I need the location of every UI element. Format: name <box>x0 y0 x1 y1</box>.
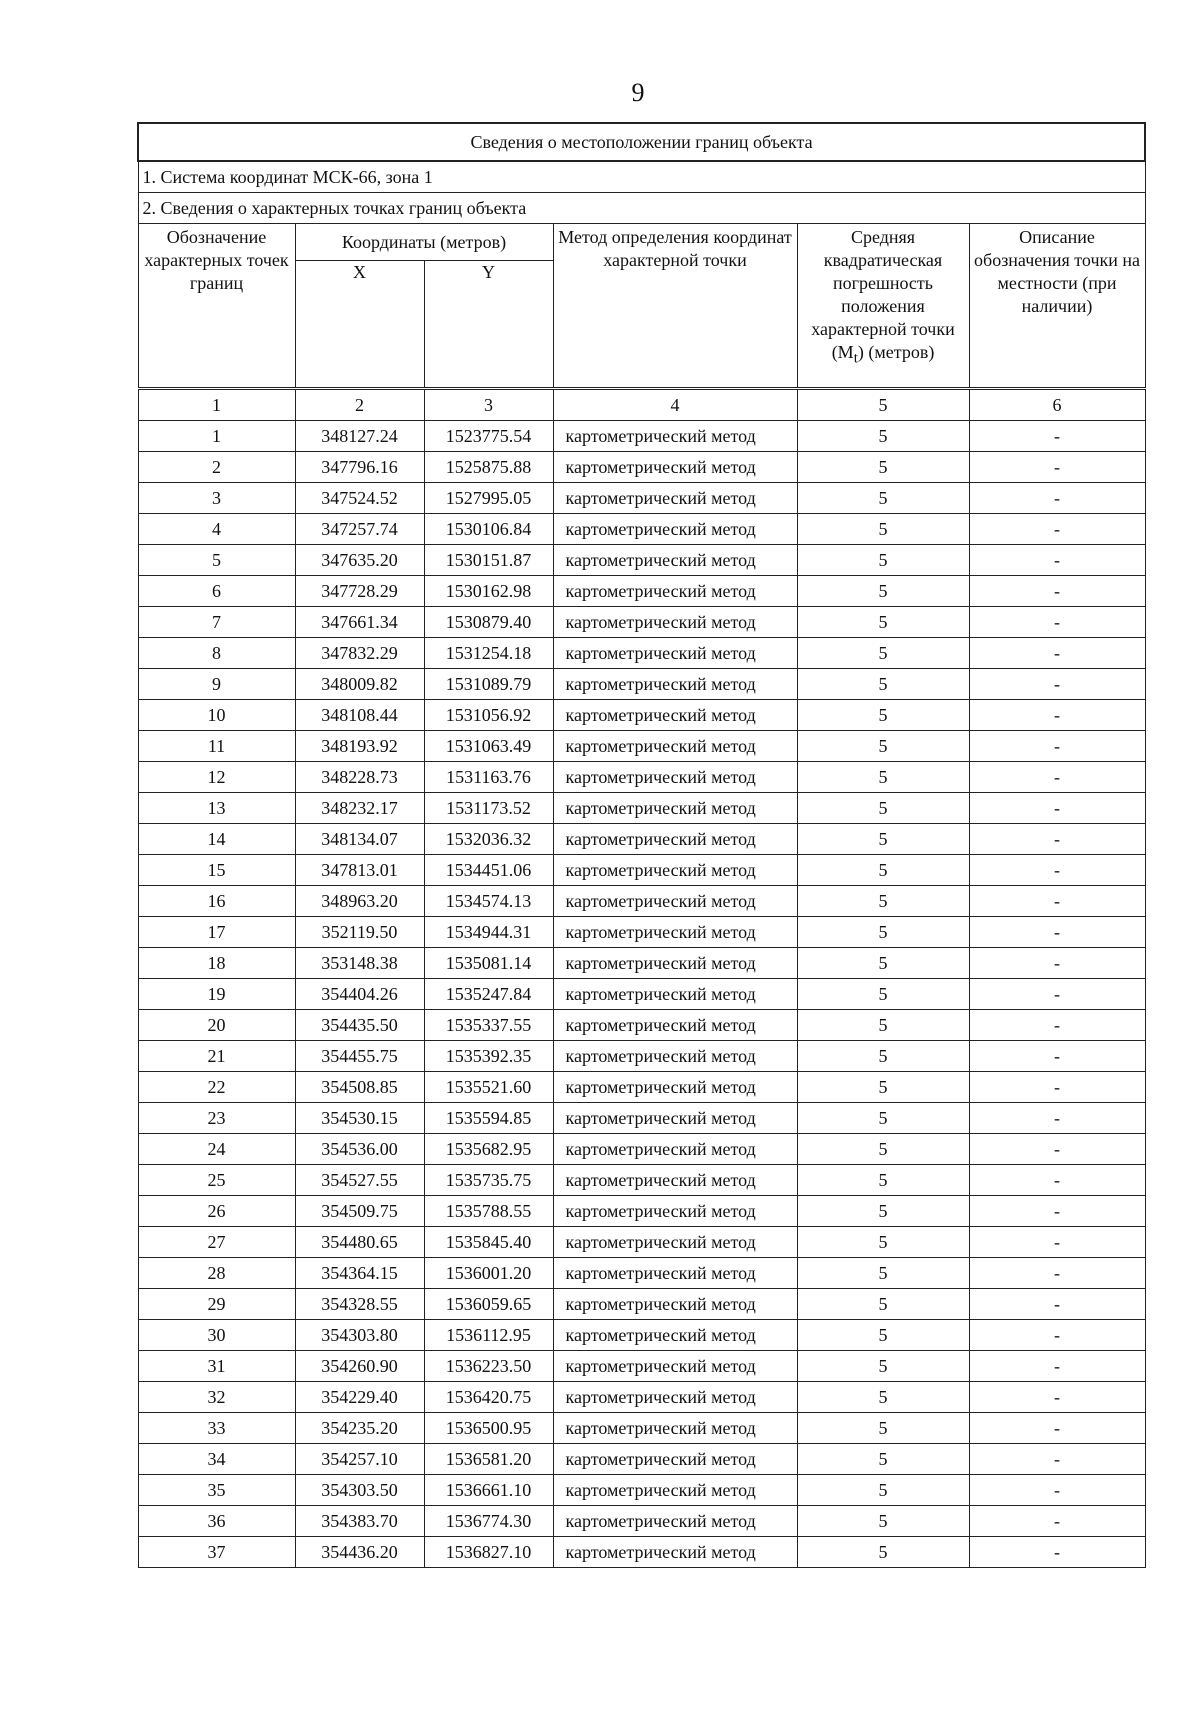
description-cell: - <box>969 452 1145 483</box>
table-row <box>138 793 1145 824</box>
error-cell: 5 <box>797 1289 969 1320</box>
table-row <box>138 1041 1145 1072</box>
method-cell: картометрический метод <box>553 1475 797 1506</box>
x-coordinate-cell: 348134.07 <box>295 824 424 855</box>
x-coordinate-cell: 354229.40 <box>295 1382 424 1413</box>
header-method: Метод определения координат характерной точки <box>553 224 797 389</box>
x-coordinate-cell: 354508.85 <box>295 1072 424 1103</box>
points-section-title: 2. Сведения о характерных точках границ объекта <box>138 193 1145 224</box>
description-cell: - <box>969 1072 1145 1103</box>
y-coordinate-cell: 1535594.85 <box>424 1103 553 1134</box>
table-row <box>138 700 1145 731</box>
error-cell: 5 <box>797 1475 969 1506</box>
y-coordinate-cell: 1531089.79 <box>424 669 553 700</box>
table-row <box>138 452 1145 483</box>
x-coordinate-cell: 347728.29 <box>295 576 424 607</box>
description-cell: - <box>969 1382 1145 1413</box>
method-cell: картометрический метод <box>553 545 797 576</box>
method-cell: картометрический метод <box>553 731 797 762</box>
y-coordinate-cell: 1531056.92 <box>424 700 553 731</box>
column-number: 2 <box>295 389 424 421</box>
description-cell: - <box>969 948 1145 979</box>
column-number: 5 <box>797 389 969 421</box>
description-cell: - <box>969 1041 1145 1072</box>
table-row <box>138 917 1145 948</box>
method-cell: картометрический метод <box>553 762 797 793</box>
table-row <box>138 1537 1145 1568</box>
x-coordinate-cell: 347661.34 <box>295 607 424 638</box>
description-cell: - <box>969 731 1145 762</box>
point-number-cell: 11 <box>138 731 295 762</box>
method-cell: картометрический метод <box>553 1134 797 1165</box>
y-coordinate-cell: 1525875.88 <box>424 452 553 483</box>
description-cell: - <box>969 669 1145 700</box>
y-coordinate-cell: 1536001.20 <box>424 1258 553 1289</box>
y-coordinate-cell: 1535247.84 <box>424 979 553 1010</box>
x-coordinate-cell: 348963.20 <box>295 886 424 917</box>
header-designation: Обозначение характерных точек границ <box>138 224 295 389</box>
method-cell: картометрический метод <box>553 886 797 917</box>
x-coordinate-cell: 353148.38 <box>295 948 424 979</box>
y-coordinate-cell: 1523775.54 <box>424 421 553 452</box>
method-cell: картометрический метод <box>553 1506 797 1537</box>
method-cell: картометрический метод <box>553 1351 797 1382</box>
error-cell: 5 <box>797 979 969 1010</box>
y-coordinate-cell: 1535081.14 <box>424 948 553 979</box>
error-cell: 5 <box>797 1196 969 1227</box>
description-cell: - <box>969 762 1145 793</box>
error-cell: 5 <box>797 514 969 545</box>
method-cell: картометрический метод <box>553 452 797 483</box>
table-row <box>138 979 1145 1010</box>
method-cell: картометрический метод <box>553 1537 797 1568</box>
x-coordinate-cell: 354436.20 <box>295 1537 424 1568</box>
error-cell: 5 <box>797 1413 969 1444</box>
point-number-cell: 4 <box>138 514 295 545</box>
description-cell: - <box>969 1444 1145 1475</box>
point-number-cell: 5 <box>138 545 295 576</box>
x-coordinate-cell: 354364.15 <box>295 1258 424 1289</box>
description-cell: - <box>969 1134 1145 1165</box>
x-coordinate-cell: 354435.50 <box>295 1010 424 1041</box>
error-cell: 5 <box>797 607 969 638</box>
point-number-cell: 23 <box>138 1103 295 1134</box>
y-coordinate-cell: 1531173.52 <box>424 793 553 824</box>
method-cell: картометрический метод <box>553 1165 797 1196</box>
method-cell: картометрический метод <box>553 1320 797 1351</box>
description-cell: - <box>969 793 1145 824</box>
point-number-cell: 10 <box>138 700 295 731</box>
x-coordinate-cell: 347257.74 <box>295 514 424 545</box>
error-cell: 5 <box>797 1506 969 1537</box>
error-cell: 5 <box>797 731 969 762</box>
header-error-tail: ) (метров) <box>857 342 935 362</box>
point-number-cell: 28 <box>138 1258 295 1289</box>
header-error-text: Средняя квадратическая погрешность положения характерной точки (M <box>811 227 955 362</box>
y-coordinate-cell: 1536774.30 <box>424 1506 553 1537</box>
error-cell: 5 <box>797 1165 969 1196</box>
method-cell: картометрический метод <box>553 1413 797 1444</box>
point-number-cell: 36 <box>138 1506 295 1537</box>
y-coordinate-cell: 1534574.13 <box>424 886 553 917</box>
x-coordinate-cell: 348108.44 <box>295 700 424 731</box>
table-row <box>138 1072 1145 1103</box>
table-row <box>138 576 1145 607</box>
error-cell: 5 <box>797 1351 969 1382</box>
table-row <box>138 855 1145 886</box>
point-number-cell: 14 <box>138 824 295 855</box>
description-cell: - <box>969 1506 1145 1537</box>
description-cell: - <box>969 1010 1145 1041</box>
y-coordinate-cell: 1536581.20 <box>424 1444 553 1475</box>
description-cell: - <box>969 421 1145 452</box>
point-number-cell: 7 <box>138 607 295 638</box>
method-cell: картометрический метод <box>553 421 797 452</box>
description-cell: - <box>969 483 1145 514</box>
point-number-cell: 12 <box>138 762 295 793</box>
error-cell: 5 <box>797 1537 969 1568</box>
y-coordinate-cell: 1535682.95 <box>424 1134 553 1165</box>
table-row <box>138 514 1145 545</box>
table-row <box>138 1196 1145 1227</box>
header-description: Описание обозначения точки на местности (при наличии) <box>969 224 1145 389</box>
x-coordinate-cell: 348193.92 <box>295 731 424 762</box>
x-coordinate-cell: 354404.26 <box>295 979 424 1010</box>
description-cell: - <box>969 1537 1145 1568</box>
header-coordinates: Координаты (метров) <box>295 224 553 261</box>
description-cell: - <box>969 979 1145 1010</box>
method-cell: картометрический метод <box>553 1072 797 1103</box>
point-number-cell: 22 <box>138 1072 295 1103</box>
x-coordinate-cell: 348009.82 <box>295 669 424 700</box>
description-cell: - <box>969 1196 1145 1227</box>
y-coordinate-cell: 1530879.40 <box>424 607 553 638</box>
description-cell: - <box>969 917 1145 948</box>
header-error <box>797 224 969 389</box>
y-coordinate-cell: 1535521.60 <box>424 1072 553 1103</box>
description-cell: - <box>969 700 1145 731</box>
x-coordinate-cell: 348228.73 <box>295 762 424 793</box>
table-row <box>138 1010 1145 1041</box>
point-number-cell: 37 <box>138 1537 295 1568</box>
description-cell: - <box>969 1413 1145 1444</box>
y-coordinate-cell: 1535845.40 <box>424 1227 553 1258</box>
table-title: Сведения о местоположении границ объекта <box>138 123 1145 161</box>
description-cell: - <box>969 1103 1145 1134</box>
error-cell: 5 <box>797 1072 969 1103</box>
x-coordinate-cell: 348232.17 <box>295 793 424 824</box>
x-coordinate-cell: 354257.10 <box>295 1444 424 1475</box>
y-coordinate-cell: 1530162.98 <box>424 576 553 607</box>
error-cell: 5 <box>797 886 969 917</box>
y-coordinate-cell: 1536420.75 <box>424 1382 553 1413</box>
y-coordinate-cell: 1530106.84 <box>424 514 553 545</box>
point-number-cell: 24 <box>138 1134 295 1165</box>
error-cell: 5 <box>797 700 969 731</box>
method-cell: картометрический метод <box>553 1041 797 1072</box>
y-coordinate-cell: 1534944.31 <box>424 917 553 948</box>
table-row <box>138 669 1145 700</box>
method-cell: картометрический метод <box>553 1289 797 1320</box>
description-cell: - <box>969 1289 1145 1320</box>
method-cell: картометрический метод <box>553 979 797 1010</box>
table-row <box>138 886 1145 917</box>
point-number-cell: 15 <box>138 855 295 886</box>
description-cell: - <box>969 855 1145 886</box>
method-cell: картометрический метод <box>553 1103 797 1134</box>
table-row <box>138 731 1145 762</box>
coordinate-system: 1. Система координат МСК-66, зона 1 <box>138 161 1145 193</box>
x-coordinate-cell: 354509.75 <box>295 1196 424 1227</box>
table-row <box>138 1289 1145 1320</box>
y-coordinate-cell: 1536661.10 <box>424 1475 553 1506</box>
error-cell: 5 <box>797 762 969 793</box>
y-coordinate-cell: 1535788.55 <box>424 1196 553 1227</box>
point-number-cell: 35 <box>138 1475 295 1506</box>
table-row <box>138 1134 1145 1165</box>
y-coordinate-cell: 1535337.55 <box>424 1010 553 1041</box>
y-coordinate-cell: 1536827.10 <box>424 1537 553 1568</box>
error-cell: 5 <box>797 1382 969 1413</box>
method-cell: картометрический метод <box>553 793 797 824</box>
error-cell: 5 <box>797 855 969 886</box>
x-coordinate-cell: 352119.50 <box>295 917 424 948</box>
error-cell: 5 <box>797 917 969 948</box>
x-coordinate-cell: 354235.20 <box>295 1413 424 1444</box>
header-error-subscript: t <box>853 350 858 367</box>
error-cell: 5 <box>797 638 969 669</box>
table-row <box>138 824 1145 855</box>
description-cell: - <box>969 1351 1145 1382</box>
point-number-cell: 3 <box>138 483 295 514</box>
method-cell: картометрический метод <box>553 824 797 855</box>
error-cell: 5 <box>797 948 969 979</box>
point-number-cell: 25 <box>138 1165 295 1196</box>
table-row <box>138 1227 1145 1258</box>
page-number: 9 <box>631 78 645 107</box>
point-number-cell: 27 <box>138 1227 295 1258</box>
x-coordinate-cell: 354530.15 <box>295 1103 424 1134</box>
method-cell: картометрический метод <box>553 1227 797 1258</box>
method-cell: картометрический метод <box>553 917 797 948</box>
column-number: 6 <box>969 389 1145 421</box>
method-cell: картометрический метод <box>553 607 797 638</box>
y-coordinate-cell: 1527995.05 <box>424 483 553 514</box>
error-cell: 5 <box>797 1134 969 1165</box>
error-cell: 5 <box>797 1227 969 1258</box>
description-cell: - <box>969 576 1145 607</box>
point-number-cell: 30 <box>138 1320 295 1351</box>
error-cell: 5 <box>797 452 969 483</box>
method-cell: картометрический метод <box>553 855 797 886</box>
description-cell: - <box>969 1475 1145 1506</box>
table-row <box>138 545 1145 576</box>
y-coordinate-cell: 1536059.65 <box>424 1289 553 1320</box>
error-cell: 5 <box>797 793 969 824</box>
column-number: 1 <box>138 389 295 421</box>
error-cell: 5 <box>797 1444 969 1475</box>
x-coordinate-cell: 354536.00 <box>295 1134 424 1165</box>
method-cell: картометрический метод <box>553 948 797 979</box>
x-coordinate-cell: 347524.52 <box>295 483 424 514</box>
method-cell: картометрический метод <box>553 669 797 700</box>
description-cell: - <box>969 1258 1145 1289</box>
table-row <box>138 421 1145 452</box>
point-number-cell: 20 <box>138 1010 295 1041</box>
y-coordinate-cell: 1535392.35 <box>424 1041 553 1072</box>
x-coordinate-cell: 348127.24 <box>295 421 424 452</box>
table-row <box>138 948 1145 979</box>
y-coordinate-cell: 1531254.18 <box>424 638 553 669</box>
point-number-cell: 9 <box>138 669 295 700</box>
x-coordinate-cell: 354480.65 <box>295 1227 424 1258</box>
method-cell: картометрический метод <box>553 1196 797 1227</box>
point-number-cell: 17 <box>138 917 295 948</box>
y-coordinate-cell: 1530151.87 <box>424 545 553 576</box>
y-coordinate-cell: 1532036.32 <box>424 824 553 855</box>
point-number-cell: 6 <box>138 576 295 607</box>
error-cell: 5 <box>797 576 969 607</box>
table-row <box>138 483 1145 514</box>
x-coordinate-cell: 347635.20 <box>295 545 424 576</box>
table-row <box>138 1258 1145 1289</box>
description-cell: - <box>969 824 1145 855</box>
description-cell: - <box>969 1227 1145 1258</box>
error-cell: 5 <box>797 545 969 576</box>
error-cell: 5 <box>797 483 969 514</box>
error-cell: 5 <box>797 1320 969 1351</box>
x-coordinate-cell: 347813.01 <box>295 855 424 886</box>
table-row <box>138 1382 1145 1413</box>
point-number-cell: 1 <box>138 421 295 452</box>
point-number-cell: 13 <box>138 793 295 824</box>
x-coordinate-cell: 354303.50 <box>295 1475 424 1506</box>
method-cell: картометрический метод <box>553 700 797 731</box>
error-cell: 5 <box>797 1258 969 1289</box>
error-cell: 5 <box>797 1103 969 1134</box>
y-coordinate-cell: 1536223.50 <box>424 1351 553 1382</box>
x-coordinate-cell: 354260.90 <box>295 1351 424 1382</box>
method-cell: картометрический метод <box>553 638 797 669</box>
x-coordinate-cell: 354455.75 <box>295 1041 424 1072</box>
description-cell: - <box>969 1320 1145 1351</box>
method-cell: картометрический метод <box>553 1010 797 1041</box>
boundary-points-table <box>137 122 1146 1568</box>
table-row <box>138 638 1145 669</box>
y-coordinate-cell: 1531063.49 <box>424 731 553 762</box>
description-cell: - <box>969 886 1145 917</box>
table-row <box>138 1413 1145 1444</box>
x-coordinate-cell: 354383.70 <box>295 1506 424 1537</box>
method-cell: картометрический метод <box>553 1258 797 1289</box>
point-number-cell: 2 <box>138 452 295 483</box>
x-coordinate-cell: 354527.55 <box>295 1165 424 1196</box>
y-coordinate-cell: 1535735.75 <box>424 1165 553 1196</box>
table-row <box>138 1475 1145 1506</box>
error-cell: 5 <box>797 1010 969 1041</box>
x-coordinate-cell: 354328.55 <box>295 1289 424 1320</box>
point-number-cell: 31 <box>138 1351 295 1382</box>
description-cell: - <box>969 1165 1145 1196</box>
header-y: Y <box>424 261 553 389</box>
description-cell: - <box>969 514 1145 545</box>
point-number-cell: 29 <box>138 1289 295 1320</box>
error-cell: 5 <box>797 1041 969 1072</box>
table-row <box>138 1351 1145 1382</box>
point-number-cell: 33 <box>138 1413 295 1444</box>
y-coordinate-cell: 1536112.95 <box>424 1320 553 1351</box>
description-cell: - <box>969 638 1145 669</box>
point-number-cell: 19 <box>138 979 295 1010</box>
method-cell: картометрический метод <box>553 514 797 545</box>
description-cell: - <box>969 545 1145 576</box>
table-row <box>138 1506 1145 1537</box>
method-cell: картометрический метод <box>553 1382 797 1413</box>
table-row <box>138 762 1145 793</box>
table-row <box>138 1444 1145 1475</box>
point-number-cell: 18 <box>138 948 295 979</box>
x-coordinate-cell: 347796.16 <box>295 452 424 483</box>
table-row <box>138 607 1145 638</box>
table-row <box>138 1165 1145 1196</box>
table-row <box>138 1103 1145 1134</box>
header-x: X <box>295 261 424 389</box>
y-coordinate-cell: 1536500.95 <box>424 1413 553 1444</box>
y-coordinate-cell: 1534451.06 <box>424 855 553 886</box>
point-number-cell: 32 <box>138 1382 295 1413</box>
method-cell: картометрический метод <box>553 1444 797 1475</box>
error-cell: 5 <box>797 824 969 855</box>
method-cell: картометрический метод <box>553 576 797 607</box>
column-number: 3 <box>424 389 553 421</box>
column-number-row <box>138 389 1145 421</box>
x-coordinate-cell: 354303.80 <box>295 1320 424 1351</box>
error-cell: 5 <box>797 421 969 452</box>
description-cell: - <box>969 607 1145 638</box>
y-coordinate-cell: 1531163.76 <box>424 762 553 793</box>
point-number-cell: 8 <box>138 638 295 669</box>
point-number-cell: 26 <box>138 1196 295 1227</box>
column-number: 4 <box>553 389 797 421</box>
x-coordinate-cell: 347832.29 <box>295 638 424 669</box>
point-number-cell: 16 <box>138 886 295 917</box>
table-row <box>138 1320 1145 1351</box>
error-cell: 5 <box>797 669 969 700</box>
point-number-cell: 21 <box>138 1041 295 1072</box>
point-number-cell: 34 <box>138 1444 295 1475</box>
method-cell: картометрический метод <box>553 483 797 514</box>
